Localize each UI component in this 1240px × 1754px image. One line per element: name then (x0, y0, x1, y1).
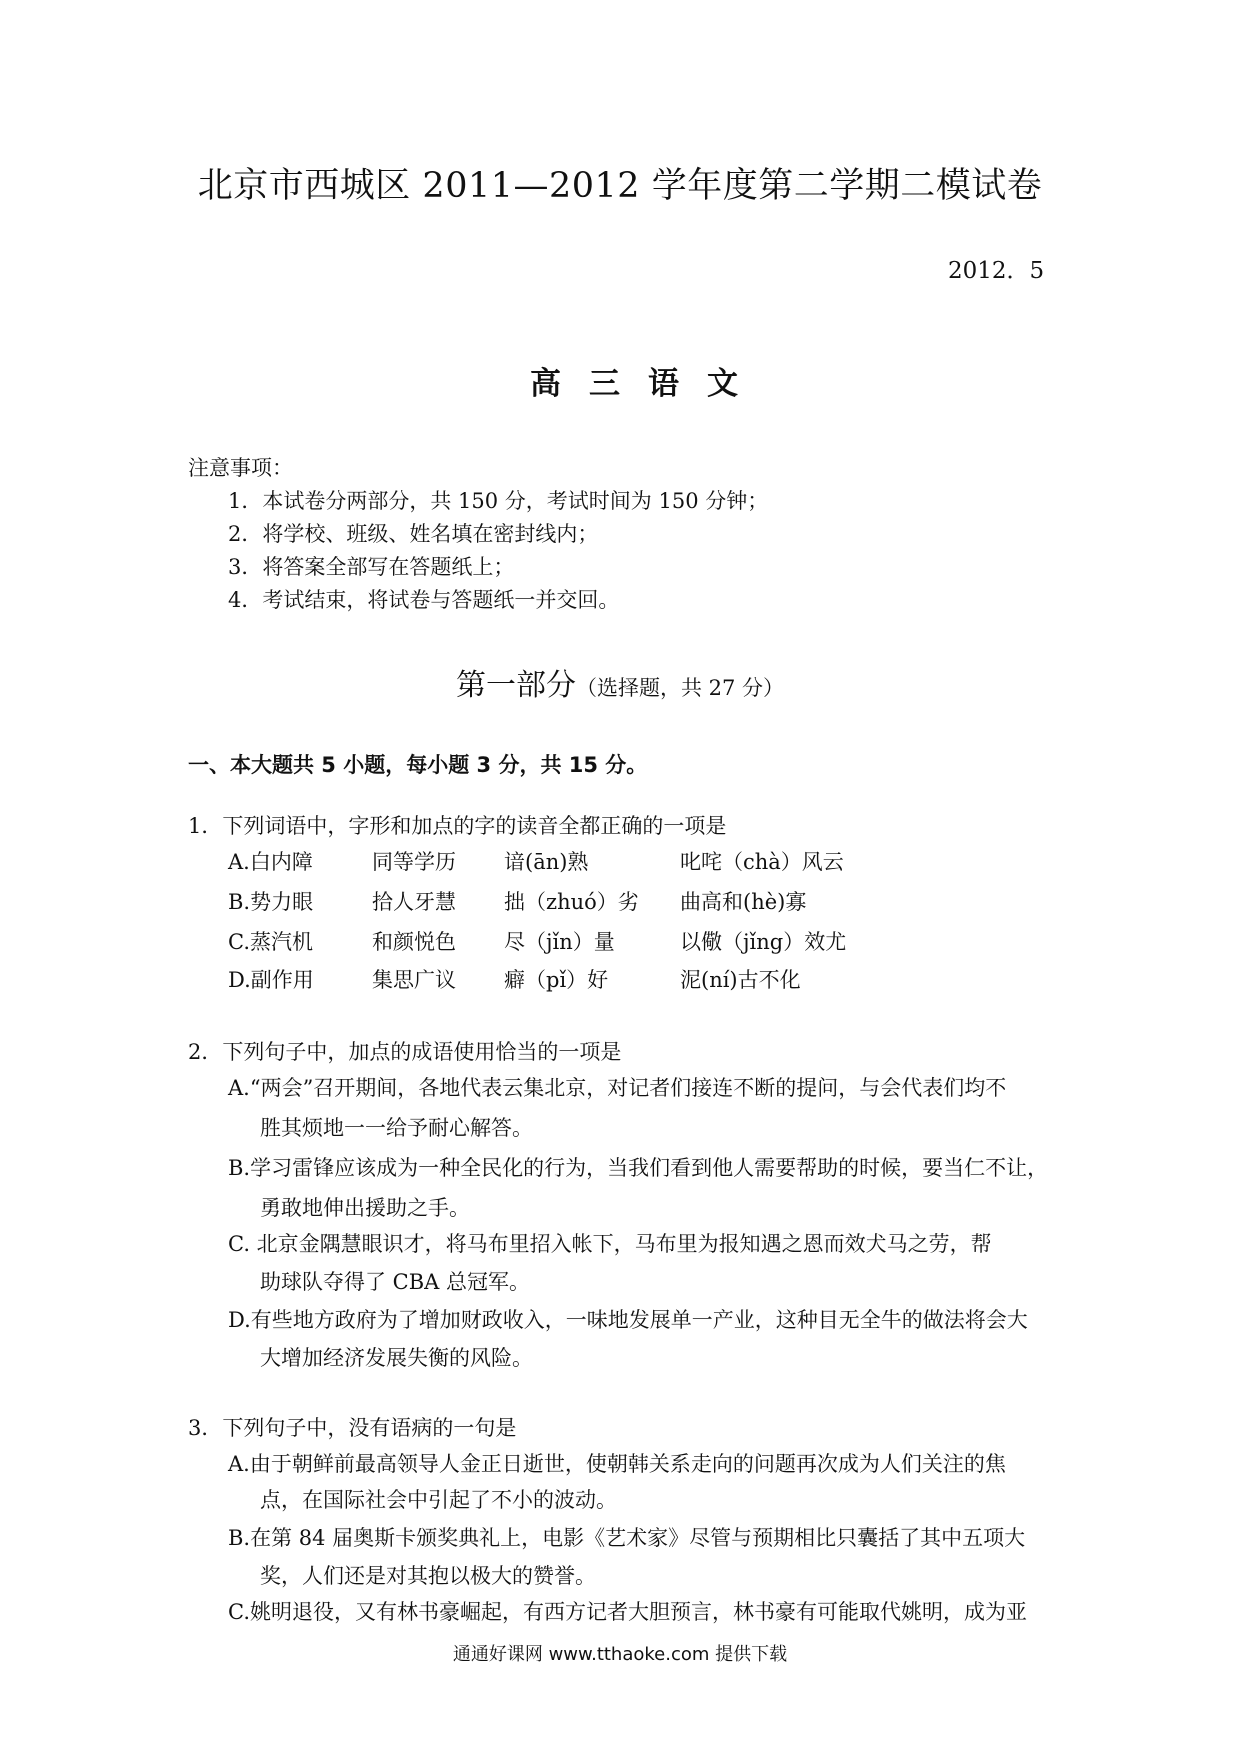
q2-option-a-line1: A.“两会”召开期间，各地代表云集北京，对记者们接连不断的提问，与会代表们均不 (228, 1076, 1007, 1100)
q1-option-a-word3: 谙(ān)熟 (504, 850, 589, 874)
q2-option-a-line2: 胜其烦地一一给予耐心解答。 (260, 1116, 533, 1140)
q1-option-b-word3: 拙（zhuó）劣 (504, 890, 639, 914)
notice-heading: 注意事项： (188, 456, 293, 480)
q1-option-a-word1: A.白内障 (228, 850, 313, 874)
subject-title: 高三语文 (530, 366, 766, 402)
section-heading: 一、本大题共 5 小题，每小题 3 分，共 15 分。 (188, 753, 648, 777)
q1-option-d-word1: D.副作用 (228, 968, 314, 992)
q1-option-c-word3: 尽（jǐn）量 (504, 930, 615, 954)
question-1-stem: 1．下列词语中，字形和加点的字的读音全都正确的一项是 (188, 814, 727, 838)
q2-option-c-line2: 助球队夺得了 CBA 总冠军。 (260, 1270, 531, 1294)
q2-option-d-line2: 大增加经济发展失衡的风险。 (260, 1346, 533, 1370)
q1-option-d-word4: 泥(ní)古不化 (680, 968, 801, 992)
part-title-main: 第一部分 (455, 668, 576, 703)
question-2-stem: 2．下列句子中，加点的成语使用恰当的一项是 (188, 1040, 622, 1064)
q1-option-a-word4: 叱咤（chà）风云 (680, 850, 844, 874)
q2-option-c-line1: C. 北京金隅慧眼识才，将马布里招入帐下，马布里为报知遇之恩而效犬马之劳，帮 (228, 1232, 992, 1256)
notice-item: 1．本试卷分两部分，共 150 分，考试时间为 150 分钟； (228, 489, 769, 513)
q2-option-d-line1: D.有些地方政府为了增加财政收入，一味地发展单一产业，这种目无全牛的做法将会大 (228, 1308, 1028, 1332)
q1-option-c-word2: 和颜悦色 (372, 930, 456, 954)
q1-option-c-word1: C.蒸汽机 (228, 930, 313, 954)
q1-option-b-word2: 拾人牙慧 (372, 890, 456, 914)
q1-option-b-word1: B.势力眼 (228, 890, 314, 914)
q3-option-a-line1: A.由于朝鲜前最高领导人金正日逝世，使朝韩关系走向的问题再次成为人们关注的焦 (228, 1452, 1006, 1476)
q1-option-d-word2: 集思广议 (372, 968, 456, 992)
part-title-note: （选择题，共 27 分） (575, 676, 785, 700)
q1-option-d-word3: 癖（pǐ）好 (504, 968, 609, 992)
q3-option-c-line1: C.姚明退役，又有林书豪崛起，有西方记者大胆预言，林书豪有可能取代姚明，成为亚 (228, 1600, 1027, 1624)
question-3-stem: 3．下列句子中，没有语病的一句是 (188, 1416, 517, 1440)
q1-option-a-word2: 同等学历 (372, 850, 456, 874)
exam-date: 2012．5 (948, 258, 1045, 284)
q2-option-b-line2: 勇敢地伸出援助之手。 (260, 1196, 470, 1220)
q1-option-b-word4: 曲高和(hè)寡 (680, 890, 807, 914)
q1-option-c-word4: 以儆（jǐng）效尤 (680, 930, 847, 954)
footer-text: 通通好课网 www.tthaoke.com 提供下载 (452, 1644, 788, 1665)
notice-item: 4．考试结束，将试卷与答题纸一并交回。 (228, 588, 620, 612)
q2-option-b-line1: B.学习雷锋应该成为一种全民化的行为，当我们看到他人需要帮助的时候，要当仁不让， (228, 1156, 1049, 1180)
exam-title: 北京市西城区 2011—2012 学年度第二学期二模试卷 (197, 166, 1043, 206)
part-title (0, 660, 1240, 704)
q3-option-b-line1: B.在第 84 届奥斯卡颁奖典礼上，电影《艺术家》尽管与预期相比只囊括了其中五项大 (228, 1526, 1026, 1550)
q3-option-b-line2: 奖，人们还是对其抱以极大的赞誉。 (260, 1564, 596, 1588)
notice-item: 2．将学校、班级、姓名填在密封线内； (228, 522, 599, 546)
q3-option-a-line2: 点，在国际社会中引起了不小的波动。 (260, 1488, 617, 1512)
notice-item: 3．将答案全部写在答题纸上； (228, 555, 515, 579)
